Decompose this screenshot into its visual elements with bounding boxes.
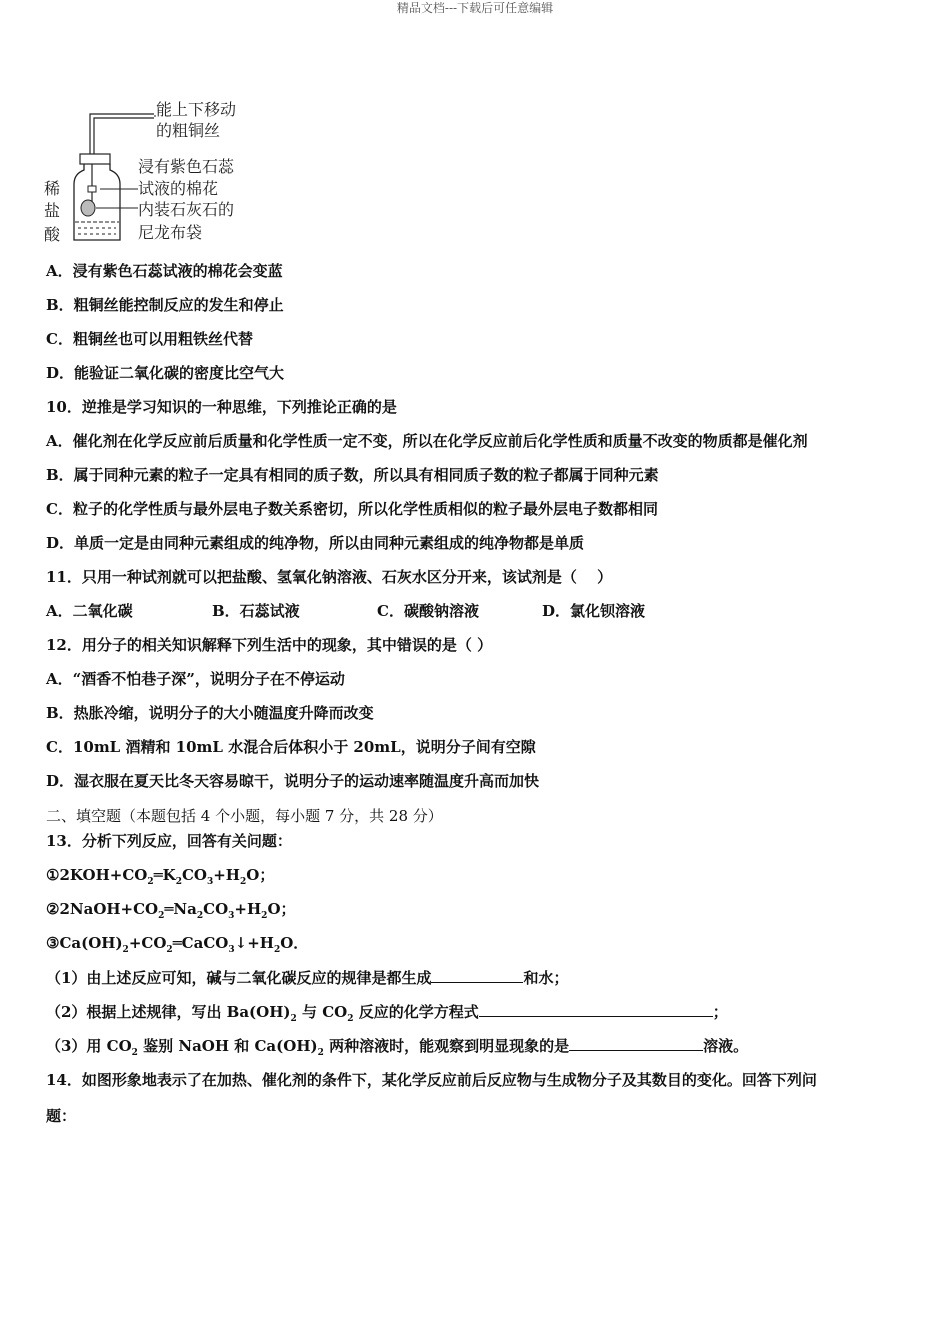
q13-part-3: （3）用 $CO_2$ 鉴别 NaOH 和 $Ca(OH)_2$ 两种溶液时，能观察到明显现象的是 溶液。 [46, 1037, 749, 1058]
apparatus-diagram [44, 98, 254, 248]
q11-option-c: C．碳酸钠溶液 [377, 602, 479, 620]
label-movable-wire-2: 的粗铜丝 [156, 121, 221, 140]
q10-option-b: B．属于同种元素的粒子一定具有相同的质子数，所以具有相同质子数的粒子都属于同种元素 [46, 466, 659, 484]
cotton [88, 186, 96, 192]
label-acid-1: 稀 [44, 179, 61, 198]
page-header: 精品文档---下载后可任意编辑 [396, 1, 554, 15]
q11-options [46, 601, 645, 621]
q9-option-d: D．能验证二氧化碳的密度比空气大 [46, 364, 285, 382]
label-acid-3: 酸 [44, 225, 61, 244]
section-heading: 二、填空题（本题包括 4 个小题，每小题 7 分，共 28 分） [46, 807, 443, 825]
q9-option-b: B．粗铜丝能控制反应的发生和停止 [46, 296, 284, 314]
answer-blank-1[interactable] [431, 967, 523, 983]
q9-option-a: A．浸有紫色石蕊试液的棉花会变蓝 [46, 262, 283, 280]
label-movable-wire-1: 能上下移动 [156, 100, 237, 119]
q12-option-c: C．10mL 酒精和 10mL 水混合后体积小于 20mL，说明分子间有空隙 [46, 738, 536, 756]
q13-reaction-3: $③Ca(OH)_2+CO_2═CaCO_3↓+H_2O$． [46, 934, 309, 955]
q12-option-a: A．“酒香不怕巷子深”，说明分子在不停运动 [46, 670, 345, 688]
q9-option-c: C．粗铜丝也可以用粗铁丝代替 [46, 330, 253, 348]
answer-blank-2[interactable] [479, 1001, 713, 1017]
nylon-bag [81, 200, 95, 216]
label-bag-2: 尼龙布袋 [138, 223, 203, 242]
q14-stem-line-2: 题： [46, 1107, 77, 1125]
label-cotton-2: 试液的棉花 [138, 179, 219, 198]
q13-part-1: （1）由上述反应可知，碱与二氧化碳反应的规律是都生成 和水； [46, 969, 569, 987]
q13-stem: 13．分析下列反应，回答有关问题： [46, 832, 292, 850]
label-acid-2: 盐 [44, 201, 61, 220]
q10-stem: 10．逆推是学习知识的一种思维，下列推论正确的是 [46, 398, 397, 416]
label-bag-1: 内装石灰石的 [138, 200, 235, 219]
answer-blank-3[interactable] [569, 1035, 703, 1051]
q13-reaction-2: $②2NaOH+CO_2═Na_2CO_3+H_2O$； [46, 900, 296, 921]
q12-option-d: D．湿衣服在夏天比冬天容易晾干，说明分子的运动速率随温度升高而加快 [46, 772, 540, 790]
q13-part-2: （2）根据上述规律，写出 $Ba(OH)_2$ 与 $CO_2$ 反应的化学方程式 ； [46, 1003, 728, 1024]
q10-option-a: A．催化剂在化学反应前后质量和化学性质一定不变，所以在化学反应前后化学性质和质量不改变的物质都是催化剂 [46, 432, 808, 450]
stopper [80, 154, 110, 164]
q12-stem: 12．用分子的相关知识解释下列生活中的现象，其中错误的是（ ） [46, 636, 493, 654]
label-cotton-1: 浸有紫色石蕊 [138, 157, 235, 176]
q11-option-d: D．氯化钡溶液 [542, 602, 646, 620]
q10-option-d: D．单质一定是由同种元素组成的纯净物，所以由同种元素组成的纯净物都是单质 [46, 534, 585, 552]
bottle [74, 164, 120, 240]
copper-wire-line [90, 114, 154, 156]
q11-option-a: A．二氧化碳 [46, 602, 133, 620]
q12-option-b: B．热胀冷缩，说明分子的大小随温度升降而改变 [46, 704, 374, 722]
q10-option-c: C．粒子的化学性质与最外层电子数关系密切，所以化学性质相似的粒子最外层电子数都相同 [46, 500, 658, 518]
q11-option-b: B．石蕊试液 [212, 602, 300, 620]
q14-stem-line-1: 14．如图形象地表示了在加热、催化剂的条件下，某化学反应前后反应物与生成物分子及其数目的变化。回答下列问 [46, 1071, 817, 1089]
q13-reaction-1: $①2KOH+CO_2═K_2CO_3+H_2O$； [46, 866, 275, 887]
q11-stem: 11．只用一种试剂就可以把盐酸、氢氧化钠溶液、石灰水区分开来，该试剂是（ ） [46, 568, 613, 586]
